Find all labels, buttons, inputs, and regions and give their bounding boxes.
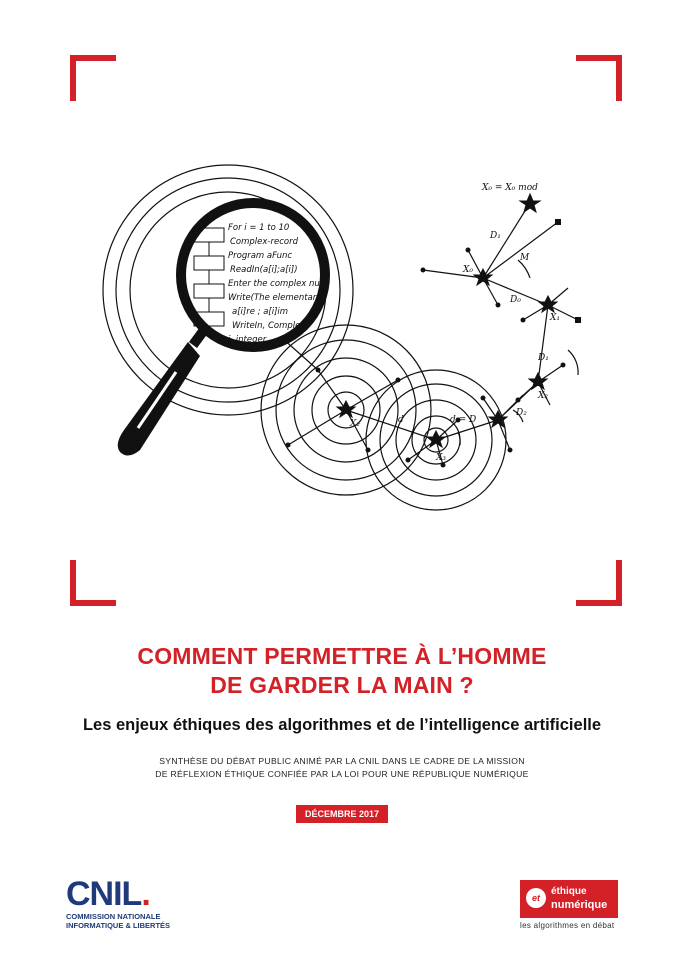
synthesis-line-1: SYNTHÈSE DU DÉBAT PUBLIC ANIMÉ PAR LA CNIL DANS LE CADRE DE LA MISSION	[159, 756, 525, 766]
svg-text:X₃: X₃	[436, 453, 447, 463]
title-line-2: DE GARDER LA MAIN ?	[210, 672, 474, 698]
svg-text:D₂: D₂	[516, 408, 527, 418]
subtitle: Les enjeux éthiques des algorithmes et de l’intelligence artificielle	[82, 716, 602, 734]
svg-text:Enter the complex num: Enter the complex num	[228, 279, 329, 289]
ethique-line-2: numérique	[551, 899, 608, 911]
svg-text:d = D: d = D	[450, 415, 477, 425]
ethique-tagline: les algorithmes en débat	[520, 921, 615, 930]
svg-text:a[i]re ; a[i]im: a[i]re ; a[i]im	[232, 307, 289, 317]
svg-text:X₀: X₀	[463, 265, 474, 275]
svg-text:WriteIn, Complex: WriteIn, Complex	[232, 321, 306, 331]
corner-mark-bottom-left	[70, 560, 116, 606]
corner-mark-top-right	[576, 55, 622, 101]
corner-mark-top-left	[70, 55, 116, 101]
cnil-subline-1: COMMISSION NATIONALE	[66, 912, 161, 921]
cnil-dot: .	[141, 875, 150, 913]
svg-text:Complex-record: Complex-record	[230, 237, 298, 247]
svg-text:M: M	[520, 253, 530, 263]
svg-text:d: d	[398, 415, 404, 425]
svg-text:For i = 1 to 10: For i = 1 to 10	[228, 223, 290, 233]
svg-text:j, integer: j, integer	[228, 335, 267, 345]
svg-text:X₂: X₂	[538, 391, 549, 401]
svg-text:Program aFunc: Program aFunc	[228, 251, 293, 261]
svg-text:D₁: D₁	[538, 353, 549, 363]
page-title	[0, 642, 684, 700]
svg-text:Write(The elementare: Write(The elementare	[228, 293, 322, 303]
et-badge-icon: et	[526, 888, 546, 908]
ethique-numerique-logo	[520, 880, 618, 930]
svg-text:D₀: D₀	[510, 295, 521, 305]
title-line-1: COMMENT PERMETTRE À L’HOMME	[137, 643, 547, 669]
synthesis-text	[0, 755, 684, 781]
synthesis-line-2: DE RÉFLEXION ÉTHIQUE CONFIÉE PAR LA LOI POUR UNE RÉPUBLIQUE NUMÉRIQUE	[155, 769, 529, 779]
svg-text:D₁: D₁	[490, 231, 501, 241]
cnil-word: CNIL	[66, 875, 142, 913]
cnil-logo	[66, 876, 196, 936]
cnil-wordmark	[66, 876, 196, 912]
ethique-line-1: éthique	[551, 886, 587, 897]
svg-text:ReadIn(a[i];a[i]): ReadIn(a[i];a[i])	[230, 265, 298, 275]
cnil-subline-2: INFORMATIQUE & LIBERTÉS	[66, 921, 171, 930]
svg-text:X₁: X₁	[550, 313, 561, 323]
corner-mark-bottom-right	[576, 560, 622, 606]
date-badge: DÉCEMBRE 2017	[296, 805, 388, 823]
svg-text:X₀ = X₀ mod: X₀ = X₀ mod	[482, 183, 538, 193]
algorithm-illustration	[98, 160, 598, 540]
ethique-logo-box	[520, 880, 618, 918]
svg-text:X₂: X₂	[350, 419, 361, 429]
